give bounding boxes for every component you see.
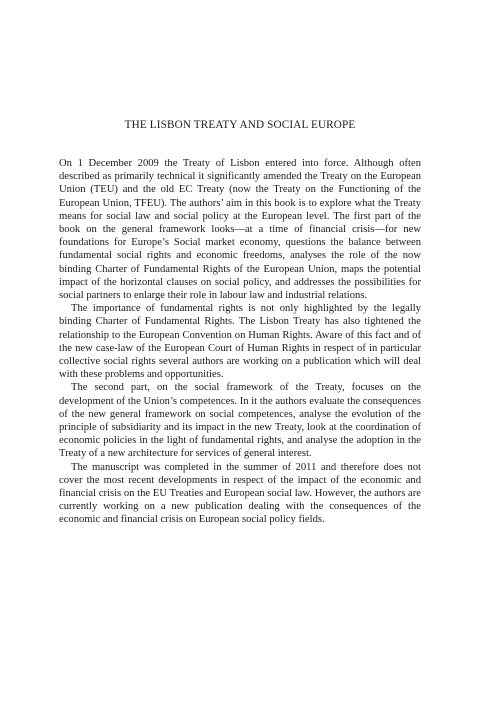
paragraph-4: The manuscript was completed in the summer of 2011 and therefore does not cover the most recent developments in respect of the impact of the economic and financial crisis on the EU Treaties and European social law. However, the authors are currently working on a new publication dealing with the consequences of the economic and financial crisis on European social policy fields. — [59, 461, 421, 526]
paragraph-1: On 1 December 2009 the Treaty of Lisbon entered into force. Although often described as primarily technical it significantly amended the Treaty on the European Union (TEU) and the old EC Treaty (now the Treaty on the Functioning of the European Union, TFEU). The authors’ aim in this book is to explore what the Treaty means for social law and social policy at the European level. The first part of the book on the general framework looks—at a time of financial crisis—for new foundations for Europe’s Social market economy, questions the balance between fundamental social rights and economic freedoms, analyses the role of the now binding Charter of Fundamental Rights of the European Union, maps the potential impact of the horizontal clauses on social policy, and addresses the possibilities for social partners to enlarge their role in labour law and industrial relations. — [59, 158, 421, 302]
page-heading: THE LISBON TREATY AND SOCIAL EUROPE — [124, 119, 356, 131]
paragraph-3: The second part, on the social framework of the Treaty, focuses on the development of the Union’s competences. In it the authors evaluate the consequences of the new general framework on social competences, analyse the evolution of the principle of subsidiarity and its impact in the new Treaty, look at the coordination of economic policies in the light of fundamental rights, and analyse the adoption in the Treaty of a new architecture for services of general interest. — [59, 382, 421, 460]
body-text — [59, 157, 421, 527]
paragraph-2: The importance of fundamental rights is not only highlighted by the legally binding Charter of Fundamental Rights. The Lisbon Treaty has also tightened the relationship to the European Convention on Human Rights. Aware of this fact and of the new case-law of the European Court of Human Rights in respect of in particular collective social rights several authors are working on a publication which will deal with these problems and opportunities. — [59, 303, 421, 381]
